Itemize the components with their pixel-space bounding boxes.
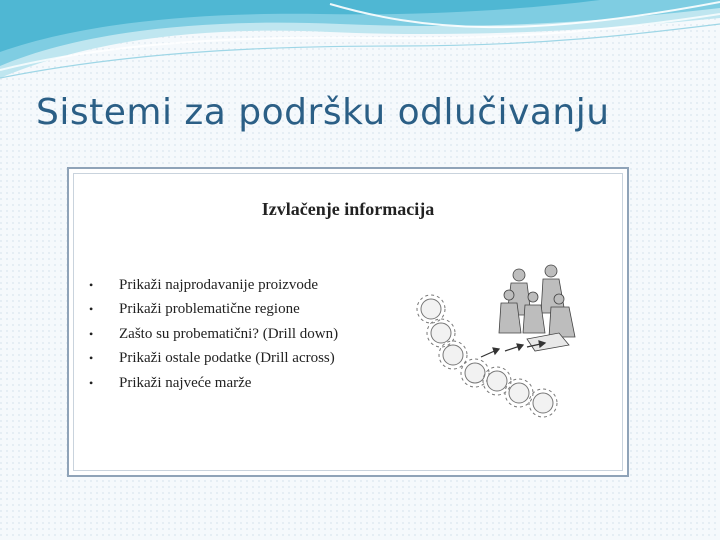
list-item (89, 322, 338, 347)
list-item (89, 273, 338, 298)
bullet-dot: • (89, 277, 94, 292)
bullet-text: Zašto su probematični? (Drill down) (119, 325, 339, 342)
figure-card (67, 167, 629, 477)
bullet-text: Prikaži ostale podatke (Drill across) (119, 350, 335, 367)
data-mining-illustration (409, 253, 589, 425)
bullet-list (89, 273, 338, 396)
list-item (89, 371, 338, 396)
bullet-dot: • (89, 375, 94, 390)
header-wave-decoration (0, 0, 720, 90)
bullet-text: Prikaži najveće marže (119, 374, 252, 391)
bullet-dot: • (89, 326, 94, 341)
slide-title: Sistemi za podršku odlučivanju (36, 92, 610, 133)
bullet-dot: • (89, 351, 94, 366)
bullet-text: Prikaži najprodavanije proizvode (119, 276, 319, 293)
bullet-dot: • (89, 302, 94, 317)
figure-heading: Izvlačenje informacija (261, 199, 435, 219)
list-item (89, 298, 338, 323)
list-item (89, 347, 338, 372)
bullet-text: Prikaži problematične regione (119, 301, 300, 318)
